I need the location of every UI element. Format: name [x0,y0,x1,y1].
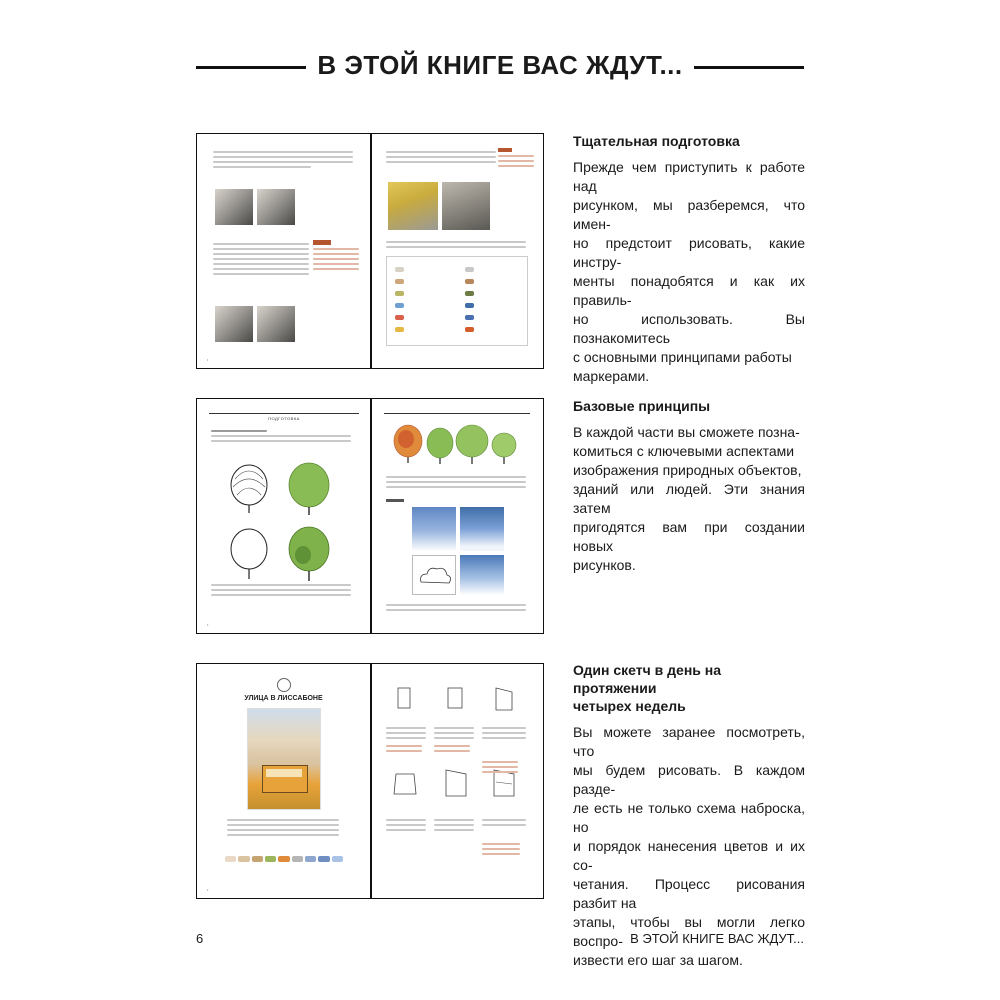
header-rule-right [694,66,804,69]
marker-photo [257,189,295,225]
chapter-emblem-icon [277,678,291,692]
lisbon-street-sketch [247,708,321,810]
step-by-step-sketches [384,682,534,832]
thumb-sketch-title: УЛИЦА В ЛИССАБОНЕ [244,695,323,702]
page-header [196,50,804,90]
section-title: Базовые принципы [573,398,711,414]
markers-photo [442,182,490,230]
section-preparation [573,132,805,386]
spread-page-left: УЛИЦА В ЛИССАБОНЕ • [197,664,370,898]
section-body: Вы можете заранее посмотреть, что мы будем рисовать. В каждом разде- ле есть не только схема наброска, но и порядок нанесения цветов и их со- четания. Процесс рисования разбит на этапы, чтобы вы могли легко воспро- извести его шаг за шагом. [573,724,805,968]
spread-page-right [372,134,543,368]
sky-study [460,555,504,595]
page-title: В ЭТОЙ КНИГЕ ВАС ЖДУТ... [317,50,683,80]
thumb-section-header: ПОДГОТОВКА [209,413,359,421]
tree-sketches [211,457,357,597]
section-principles [573,397,805,575]
section-daily-sketch [573,661,805,970]
spread-daily-sketch [196,663,544,899]
palette-chart [386,256,528,346]
spread-page-right [372,664,543,898]
section-body: В каждой части вы сможете позна- комиться с ключевыми аспектами изображения природных объектов, зданий или людей. Эти знания затем пригодятся вам при создании новых рисунков. [573,424,805,573]
running-title: В ЭТОЙ КНИГЕ ВАС ЖДУТ... [630,931,804,946]
spread-principles [196,398,544,634]
spread-page-left: • [197,134,370,368]
hand-photo [215,306,253,342]
markers-photo [388,182,438,230]
sky-study [412,507,456,551]
marker-photo [215,189,253,225]
section-body: Прежде чем приступить к работе над рисунком, мы разберемся, что имен- но предстоит рисовать, какие инстру- менты понадобятся и как их правиль- но использовать. Вы познакомитесь с основными принципами работы маркерами. [573,159,805,384]
spread-page-left: ПОДГОТОВКА • [197,399,370,633]
cloud-sketch [412,555,456,595]
color-swatch-row [225,856,343,862]
spread-page-right [372,399,543,633]
sky-study [460,507,504,551]
section-title: Один скетч в день на протяжении четырех недель [573,662,722,714]
section-title: Тщательная подготовка [573,133,740,149]
page-number: 6 [196,931,204,946]
hand-photo [257,306,295,342]
tree-row-illustration [388,421,528,467]
spread-preparation [196,133,544,369]
